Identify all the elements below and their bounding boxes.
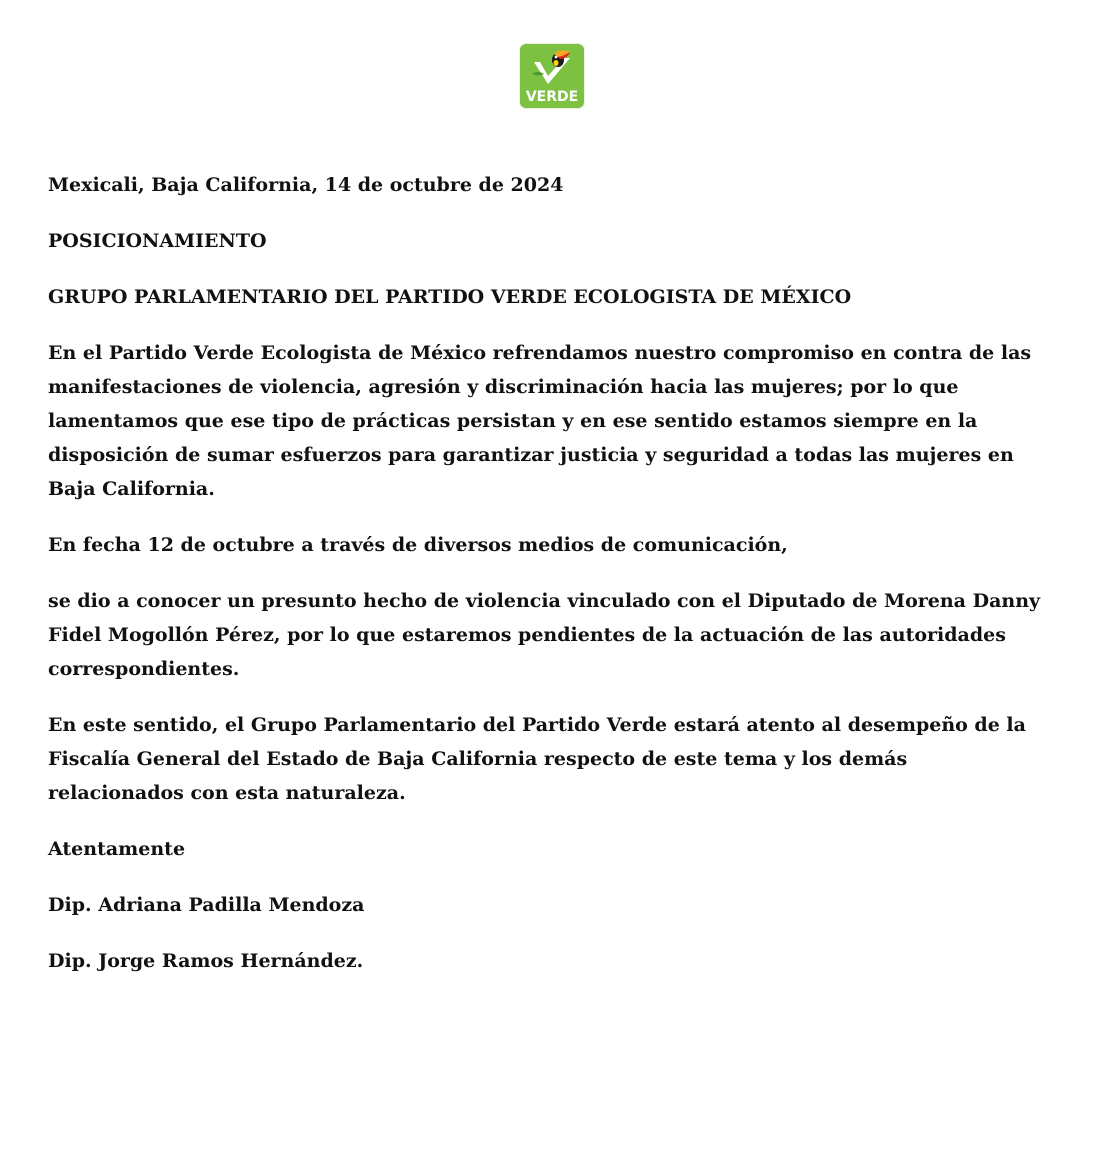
signatory-1: Dip. Adriana Padilla Mendoza xyxy=(48,894,365,916)
document-heading: POSICIONAMIENTO xyxy=(48,230,267,252)
paragraph-fiscalia: En este sentido, el Grupo Parlamentario del Partido Verde estará atento al desempeño de la Fiscalía General del Estado de Baja California respecto de este tema y los demás relacionados con esta naturaleza. xyxy=(48,714,1026,804)
date-line: Mexicali, Baja California, 14 de octubre de 2024 xyxy=(48,174,564,196)
document-body xyxy=(48,168,1048,1000)
verde-logo-box xyxy=(520,44,584,108)
logo-text: VERDE xyxy=(525,89,579,105)
party-logo xyxy=(520,44,584,108)
paragraph-commitment: En el Partido Verde Ecologista de México refrendamos nuestro compromiso en contra de las manifestaciones de violencia, agresión y discriminación hacia las mujeres; por lo que lamentamos que ese tipo de prácticas persistan y en ese sentido estamos siempre en la disposición de sumar esfuerzos para garantizar justicia y seguridad a todas las mujeres en Baja California. xyxy=(48,342,1032,500)
paragraph-incident: se dio a conocer un presunto hecho de violencia vinculado con el Diputado de Morena Danny Fidel Mogollón Pérez, por lo que estaremos pendientes de la actuación de las autoridades correspondientes. xyxy=(48,590,1041,680)
closing: Atentamente xyxy=(48,838,186,860)
paragraph-date: En fecha 12 de octubre a través de diversos medios de comunicación, xyxy=(48,534,788,556)
signatory-2: Dip. Jorge Ramos Hernández. xyxy=(48,950,364,972)
group-name: GRUPO PARLAMENTARIO DEL PARTIDO VERDE ECOLOGISTA DE MÉXICO xyxy=(48,286,852,308)
